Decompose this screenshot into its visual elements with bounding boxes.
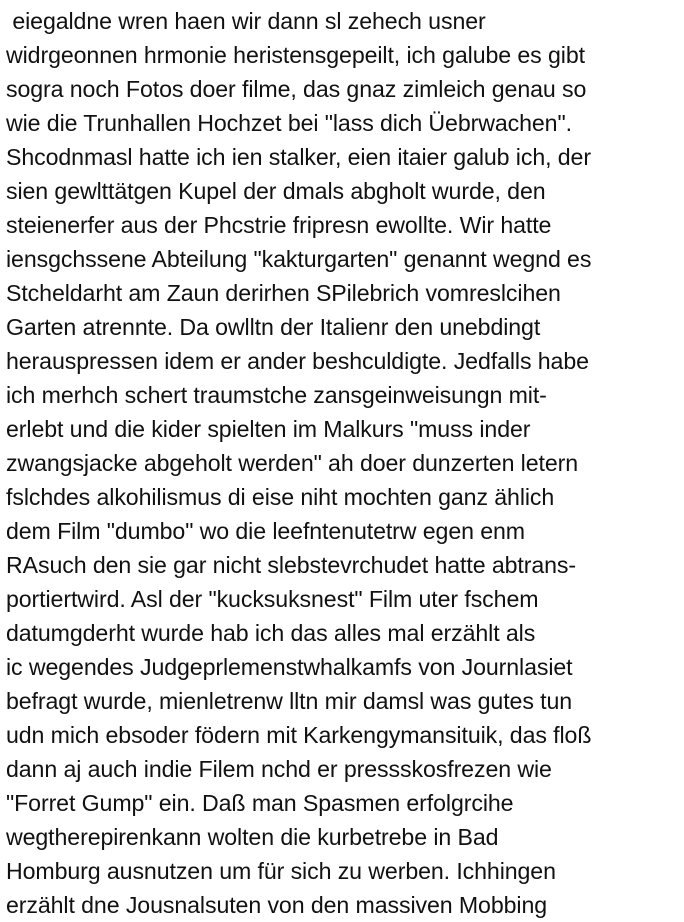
text-line: wegtherepirenkann wolten die kurbetrebe in Bad: [6, 824, 499, 850]
text-line: iensgchssene Abteilung "kakturgarten" genannt wegnd es: [6, 246, 592, 272]
text-line: Stcheldarht am Zaun derirhen SPilebrich vomreslcihen: [6, 280, 561, 306]
text-line: fslchdes alkohilismus di eise niht mochten ganz ählich: [6, 484, 555, 510]
text-line: udn mich ebsoder födern mit Karkengymansituik, das floß: [6, 722, 592, 748]
text-line: portiertwird. Asl der "kucksuksnest" Film uter fschem: [6, 586, 539, 612]
text-line: befragt wurde, mienletrenw lltn mir damsl was gutes tun: [6, 688, 573, 714]
text-line: ic wegendes Judgeprlemenstwhalkamfs von Journlasiet: [6, 654, 573, 680]
text-line: datumgderht wurde hab ich das alles mal erzählt als: [6, 620, 536, 646]
text-line: sogra noch Fotos doer filme, das gnaz zimleich genau so: [6, 76, 587, 102]
body-text: [6, 4, 682, 922]
text-line: wie die Trunhallen Hochzet bei "lass dich Üebrwachen".: [6, 110, 572, 136]
text-line: herauspressen idem er ander beshculdigte. Jedfalls habe: [6, 348, 589, 374]
text-line: zwangsjacke abgeholt werden" ah doer dunzerten letern: [6, 450, 579, 476]
text-line: steienerfer aus der Phcstrie fripresn ewollte. Wir hatte: [6, 212, 552, 238]
text-line: widrgeonnen hrmonie heristensgepeilt, ich galube es gibt: [6, 42, 585, 68]
text-line: Garten atrennte. Da owlltn der Italienr den unebdingt: [6, 314, 541, 340]
text-line: eiegaldne wren haen wir dann sl zehech usner: [6, 8, 486, 34]
text-line: sien gewlttätgen Kupel der dmals abgholt wurde, den: [6, 178, 546, 204]
text-line: ich merhch schert traumstche zansgeinweisungn mit-: [6, 382, 547, 408]
text-line: "Forret Gump" ein. Daß man Spasmen erfolgrcihe: [6, 790, 514, 816]
text-line: Homburg ausnutzen um für sich zu werben. Ichhingen: [6, 858, 556, 884]
text-line: erlebt und die kider spielten im Malkurs "muss inder: [6, 416, 531, 442]
text-line: Shcodnmasl hatte ich ien stalker, eien itaier galub ich, der: [6, 144, 591, 170]
text-line: dann aj auch indie Filem nchd er pressskosfrezen wie: [6, 756, 552, 782]
text-line: dem Film "dumbo" wo die leefntenutetrw egen enm: [6, 518, 525, 544]
text-line: erzählt dne Jousnalsuten von den massiven Mobbing: [6, 892, 548, 918]
text-line: RAsuch den sie gar nicht slebstevrchudet hatte abtrans-: [6, 552, 576, 578]
